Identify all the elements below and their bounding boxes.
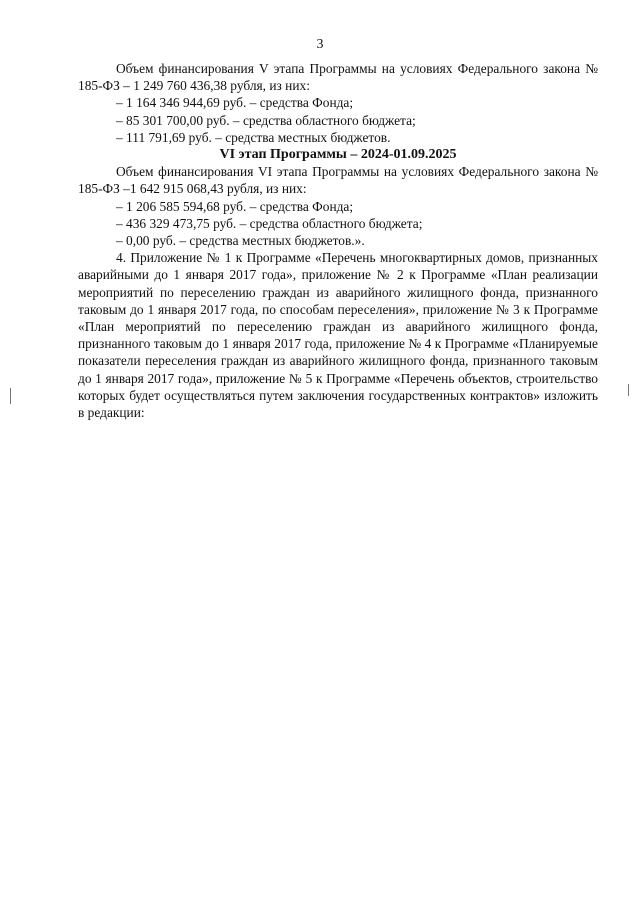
- scan-mark-right: [628, 384, 629, 396]
- stage6-item-local: – 0,00 руб. – средства местных бюджетов.».: [116, 233, 365, 249]
- stage6-item-fund: – 1 206 585 594,68 руб. – средства Фонда;: [116, 198, 354, 214]
- stage5-intro: Объем финансирования V этапа Программы на условиях Федерального закона № 185-ФЗ – 1 249 760 436,38 рубля, из них:: [78, 61, 598, 94]
- stage5-item-fund: – 1 164 346 944,69 руб. – средства Фонда;: [116, 95, 354, 111]
- document-body: [78, 60, 598, 421]
- page-number: 3: [316, 37, 324, 52]
- stage6-heading: VI этап Программы – 2024-01.09.2025: [219, 147, 457, 163]
- stage6-item-regional: – 436 329 473,75 руб. – средства областного бюджета;: [116, 215, 423, 231]
- scan-mark-left: [10, 388, 11, 404]
- stage5-item-regional: – 85 301 700,00 руб. – средства областного бюджета;: [116, 112, 416, 128]
- point4-paragraph: 4. Приложение № 1 к Программе «Перечень многоквартирных домов, признанных аварийными до 1 января 2017 года», приложение № 2 к Программе «План реализации мероприятий по переселению граждан из аварийного жилищного фонда, признанного таковым до 1 января 2017 года, по способам переселения», приложение № 3 к Программе «План мероприятий по переселению граждан из аварийного жилищного фонда, признанного таковым до 1 января 2017 года, приложение № 4 к Программе «Планируемые показатели переселения граждан из аварийного жилищного фонда, признанного таковым до 1 января 2017 года», приложение № 5 к Программе «Перечень объектов, строительство которых будет осуществляться путем заключения государственных контрактов» изложить в редакции:: [78, 250, 598, 421]
- stage6-intro: Объем финансирования VI этапа Программы на условиях Федерального закона № 185-ФЗ –1 642 915 068,43 рубля, из них:: [78, 164, 598, 197]
- stage5-item-local: – 111 791,69 руб. – средства местных бюджетов.: [116, 129, 391, 145]
